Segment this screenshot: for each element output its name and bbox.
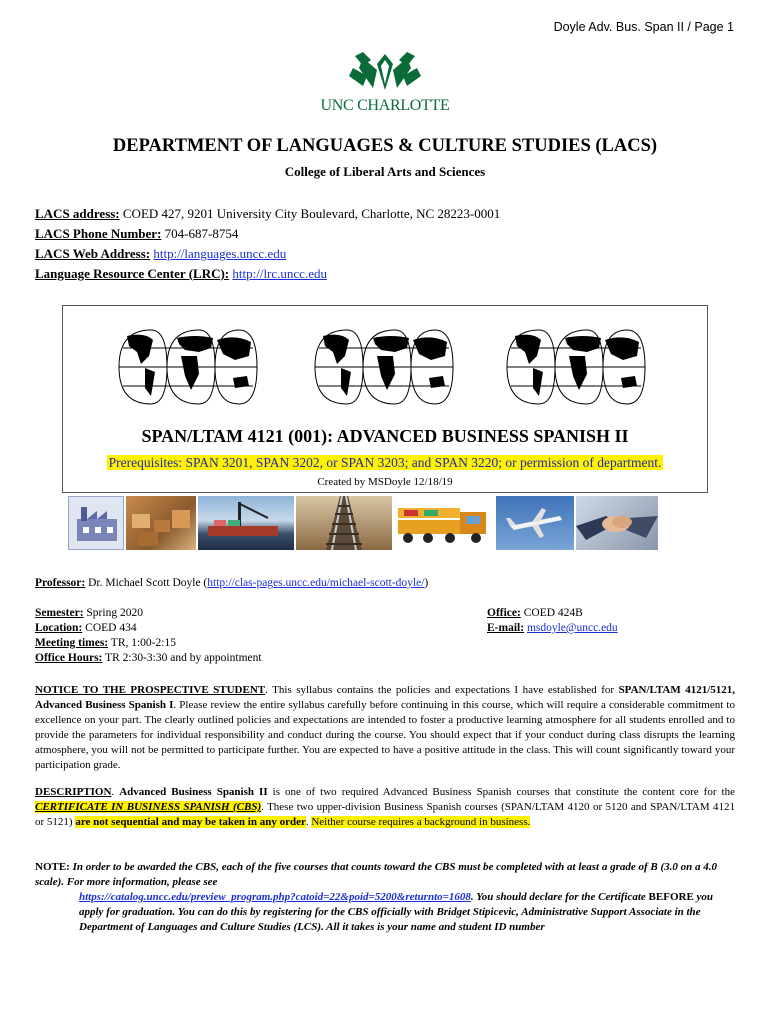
office-value: COED 424B [523, 607, 583, 619]
course-details-left [35, 606, 262, 666]
semester-label: Semester: [35, 607, 84, 619]
cargo-ship-photo [198, 496, 294, 550]
location-value: COED 434 [85, 622, 137, 634]
notice-body: . Please review the entire syllabus carefully before continuing in this course, which will require a considerable commitment to excellence on your part. The clearly outlined policies and expectations are intended to foster a productive learning atmosphere for all students enrolled and to provide the parameters for individual responsibility and conduct during the course. You should expect that if your conduct during class disrupts the learning atmosphere, you will not be permitted to participate further. You are expected to have a positive attitude in the class. This will count significantly toward your participation grade. [35, 699, 735, 771]
meeting-value: TR, 1:00-2:15 [110, 637, 176, 649]
description-heading: DESCRIPTION [35, 786, 112, 798]
car-carrier-truck-photo [394, 496, 492, 550]
unc-charlotte-logo [315, 50, 455, 116]
office-hours-label: Office Hours: [35, 652, 103, 664]
email-label: E-mail: [487, 622, 525, 634]
description-text-3: . [305, 816, 312, 828]
professor-label: Professor: [35, 577, 86, 589]
description-text-1: is one of two required Advanced Business Spanish courses that constitute the content core for the [267, 786, 735, 798]
handshake-photo [576, 496, 658, 550]
railroad-tracks-photo [296, 496, 392, 550]
web-link[interactable]: http://languages.uncc.edu [153, 246, 287, 261]
world-map-icon [503, 322, 649, 412]
prerequisites: Prerequisites: SPAN 3201, SPAN 3202, or SPAN 3203; and SPAN 3220; or permission of department. [108, 455, 662, 470]
location-label: Location: [35, 622, 83, 634]
phone-value: 704-687-8754 [164, 226, 239, 241]
description-text-2: . These two upper-division Business Spanish courses (SPAN/LTAM 4120 or 5120 and SPAN/LTAM 4121 or 5121) [35, 801, 736, 828]
note-text-1: In order to be awarded the CBS, each of the five courses that counts toward the CBS must be completed with at least a grade of B (3.0 on a 4.0 scale). For more information, please see [35, 861, 718, 888]
catalog-link[interactable]: https://catalog.uncc.edu/preview_program.php?catoid=22&poid=5200&returnto=1608 [79, 891, 471, 903]
business-photo-strip [68, 496, 684, 550]
warehouse-boxes-photo [126, 496, 196, 550]
lrc-label: Language Resource Center (LRC): [35, 266, 230, 281]
not-sequential-note: are not sequential and may be taken in any order [75, 816, 306, 828]
course-details-right [487, 606, 618, 636]
factory-icon [68, 496, 124, 550]
notice-course: SPAN/LTAM 4121/5121, Advanced Business Spanish I [35, 684, 736, 711]
address-label: LACS address: [35, 206, 120, 221]
address-value: COED 427, 9201 University City Boulevard, Charlotte, NC 28223-0001 [122, 206, 501, 221]
lrc-link[interactable]: http://lrc.uncc.edu [232, 266, 327, 281]
college-name: College of Liberal Arts and Sciences [284, 164, 486, 179]
page-header: Doyle Adv. Bus. Span II / Page 1 [553, 20, 734, 34]
department-title: DEPARTMENT OF LANGUAGES & CULTURE STUDIES (LACS) [112, 136, 658, 156]
description-dot: . [111, 786, 120, 798]
office-hours-value: TR 2:30-3:30 and by appointment [105, 652, 262, 664]
note-before: BEFORE [648, 891, 694, 903]
web-label: LACS Web Address: [35, 246, 151, 261]
airplane-photo [496, 496, 574, 550]
logo-text: UNC CHARLOTTE [320, 97, 450, 114]
contact-block [35, 204, 500, 284]
course-title: SPAN/LTAM 4121 (001): ADVANCED BUSINESS SPANISH II [141, 426, 629, 446]
phone-label: LACS Phone Number: [35, 226, 162, 241]
note-paragraph [35, 860, 735, 935]
world-map-icon [311, 322, 457, 412]
meeting-label: Meeting times: [35, 637, 109, 649]
world-map-icon [115, 322, 261, 412]
professor-name: Dr. Michael Scott Doyle ( [88, 577, 208, 589]
certificate-link[interactable]: CERTIFICATE IN BUSINESS SPANISH (CBS) [35, 801, 262, 813]
description-course: Advanced Business Spanish II [119, 786, 268, 798]
note-text-3: you apply for graduation. You can do this by registering for the CBS officially with Bridget Stipicevic, Administrative Support Associate in the Department of Languages and Culture Studies (LCS). All it takes is your name and student ID number [79, 891, 714, 933]
course-banner [62, 305, 708, 493]
semester-value: Spring 2020 [86, 607, 143, 619]
professor-line [35, 576, 428, 591]
created-by: Created by MSDoyle 12/18/19 [317, 476, 453, 488]
professor-link[interactable]: http://clas-pages.uncc.edu/michael-scott-doyle/ [207, 577, 425, 589]
note-text-2: . You should declare for the Certificate [470, 891, 649, 903]
email-link[interactable]: msdoyle@uncc.edu [526, 622, 618, 634]
note-label: NOTE: [35, 861, 70, 873]
professor-close: ) [424, 577, 429, 589]
description-paragraph [35, 785, 735, 830]
notice-heading: NOTICE TO THE PROSPECTIVE STUDENT [35, 684, 266, 696]
notice-paragraph [35, 683, 735, 773]
office-label: Office: [487, 607, 521, 619]
notice-lead: . This syllabus contains the policies and expectations I have established for [265, 684, 619, 696]
neither-note: Neither course requires a background in business. [311, 816, 531, 828]
